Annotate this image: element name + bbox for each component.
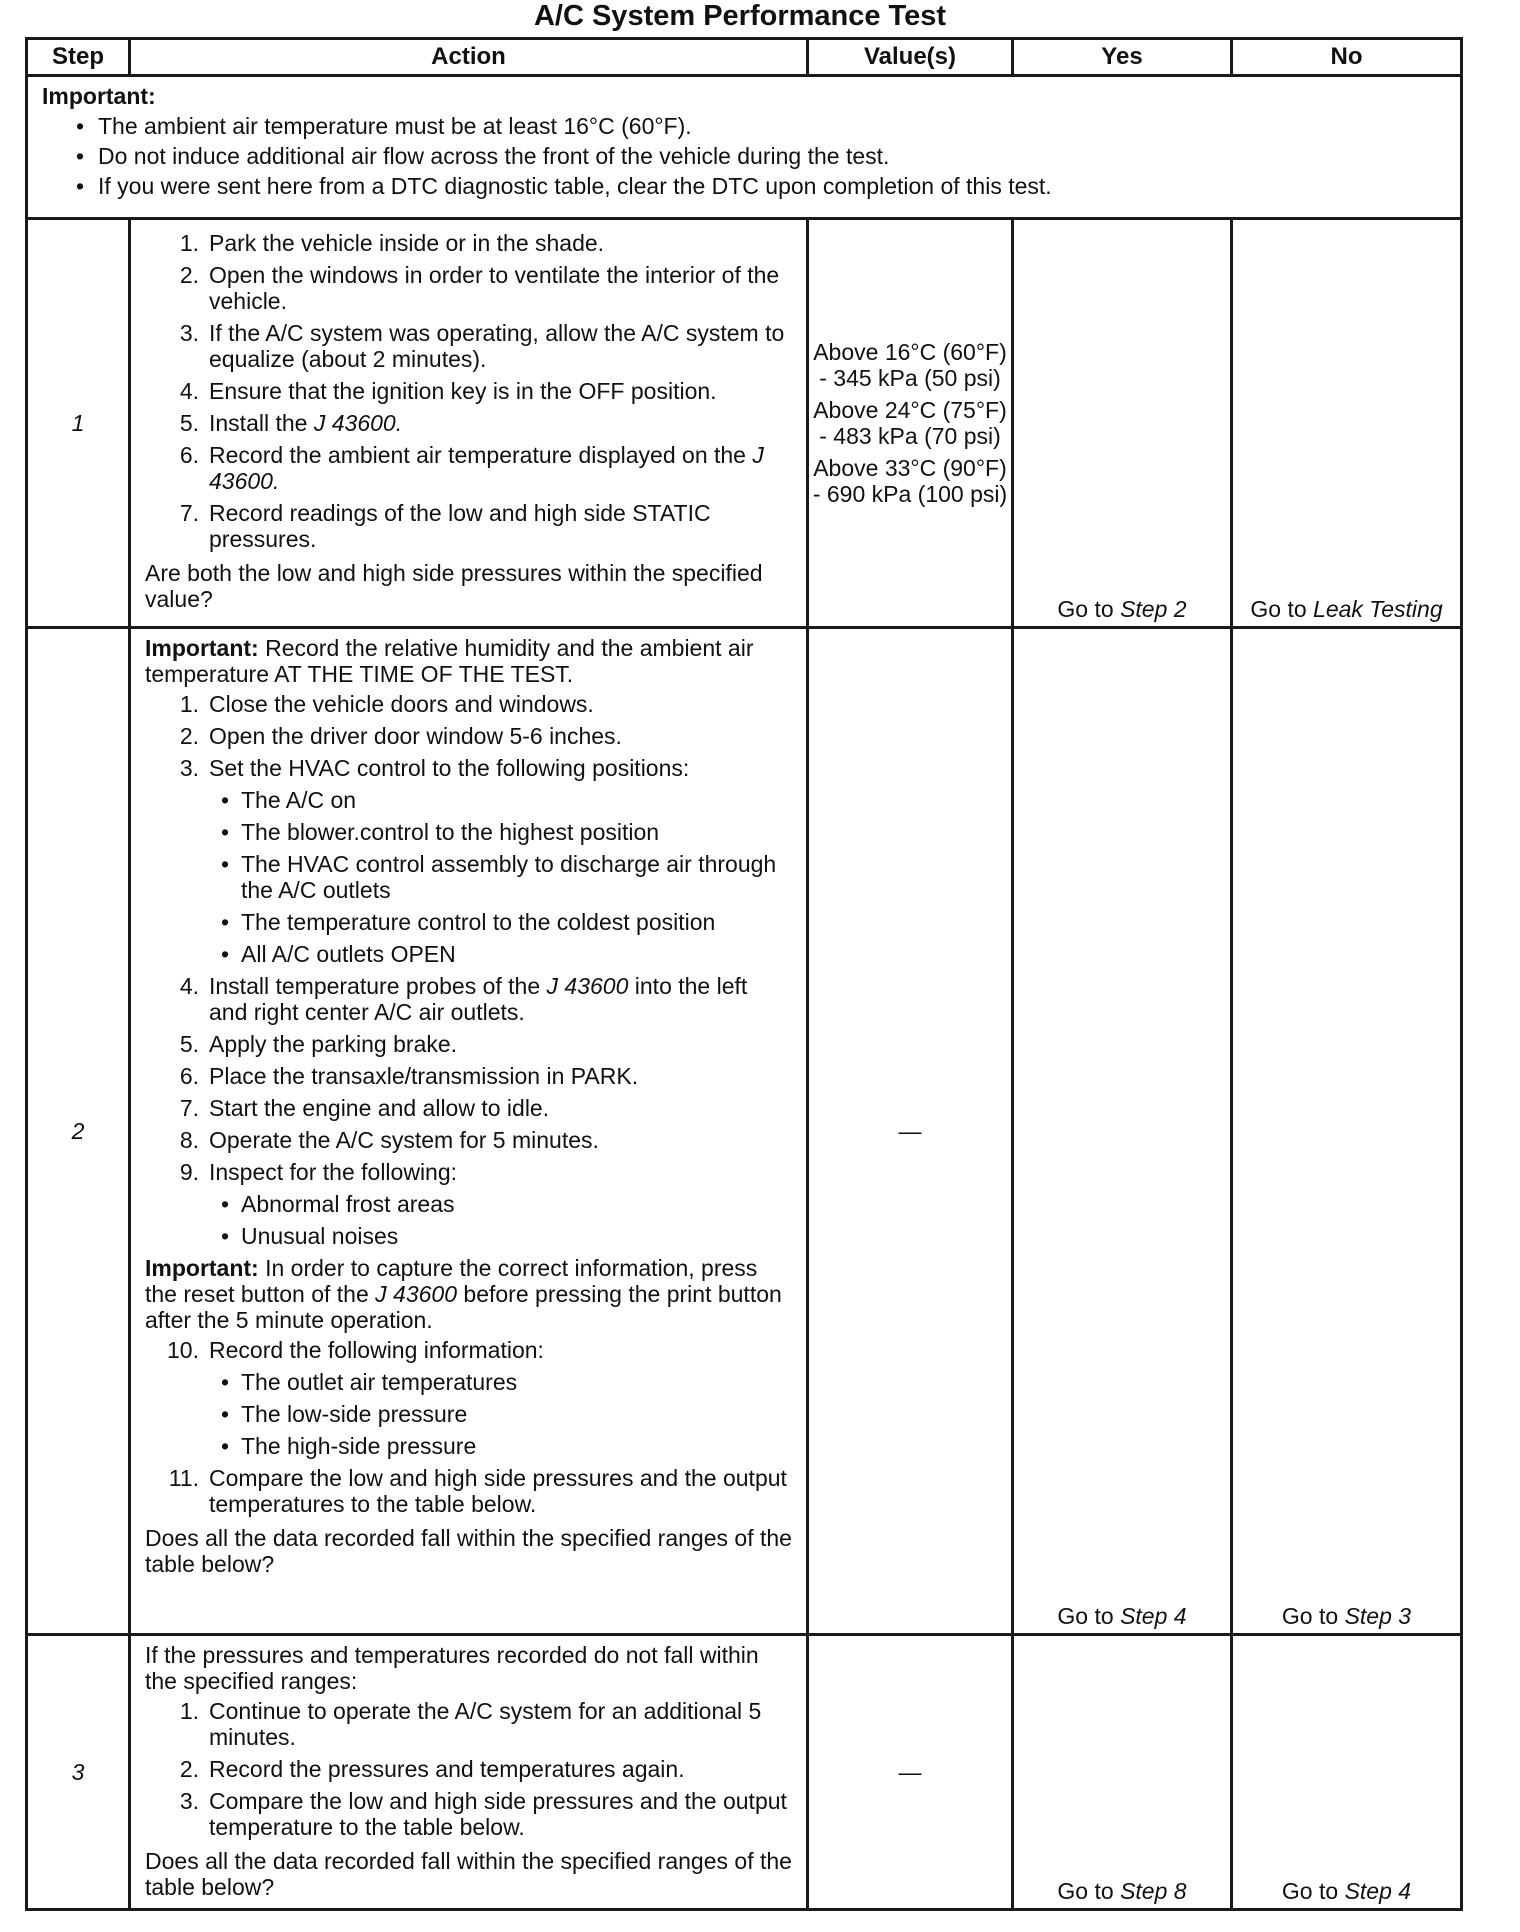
action-subitem: • The A/C on: [221, 787, 357, 813]
action-item: 6. Place the transaxle/transmission in PARK.: [179, 1063, 639, 1089]
header-no: No: [1232, 39, 1462, 76]
step-question: Are both the low and high side pressures within the specified value?: [145, 560, 763, 612]
value-spec: Above 16°C (60°F) - 345 kPa (50 psi): [813, 339, 1007, 391]
important-row: [27, 76, 1462, 219]
action-item: 3. Compare the low and high side pressures and the output temperature to the table below.: [179, 1788, 787, 1840]
page-title: A/C System Performance Test: [533, 0, 947, 32]
step-number: 2: [27, 628, 130, 1635]
step-question: Does all the data recorded fall within the specified ranges of the table below?: [145, 1525, 792, 1577]
bullet-icon: •: [221, 851, 230, 877]
action-subitem: • The outlet air temperatures: [221, 1369, 518, 1395]
step-number: 1: [27, 219, 130, 628]
header-step: Step: [27, 39, 130, 76]
action-item: 11. Compare the low and high side pressures and the output temperatures to the table below.: [168, 1465, 787, 1517]
step-intro: If the pressures and temperatures recorded do not fall within the specified ranges:: [145, 1642, 759, 1694]
action-item: 2. Record the pressures and temperatures again.: [179, 1756, 685, 1782]
go-to-link[interactable]: Step 2: [1120, 596, 1187, 622]
step-values: —: [808, 628, 1013, 1635]
step-action: [130, 628, 808, 1635]
important-label: Important:: [42, 83, 156, 109]
action-item: 7. Start the engine and allow to idle.: [179, 1095, 550, 1121]
important-note: Important: Record the relative humidity and the ambient air temperature AT THE TIME OF THE TEST.: [145, 635, 754, 687]
yes-outcome: Go to Step 8: [1013, 1635, 1232, 1910]
action-subitem: • The temperature control to the coldest position: [221, 909, 716, 935]
action-item: 1. Close the vehicle doors and windows.: [179, 691, 594, 717]
bullet-icon: •: [221, 909, 230, 935]
action-item: 1. Continue to operate the A/C system for an additional 5 minutes.: [179, 1698, 762, 1750]
important-note: Important: In order to capture the correct information, press the reset button of the J 43600 before pressing the print button after the 5 minute operation.: [145, 1255, 782, 1333]
header-row: [27, 39, 1462, 76]
step-row-2: [27, 628, 1462, 1635]
go-to-link[interactable]: Leak Testing: [1313, 596, 1443, 622]
bullet-icon: •: [76, 143, 85, 169]
step-row-3: [27, 1635, 1462, 1910]
bullet-icon: •: [76, 173, 85, 199]
action-item: 3. If the A/C system was operating, allow the A/C system to equalize (about 2 minutes).: [179, 320, 785, 372]
header-action: Action: [130, 39, 808, 76]
action-item: 6. Record the ambient air temperature displayed on the J 43600.: [179, 442, 764, 494]
action-item: 5. Install the J 43600.: [179, 410, 403, 436]
action-subitem: • Unusual noises: [221, 1223, 399, 1249]
header-values: Value(s): [808, 39, 1013, 76]
action-item: 1. Park the vehicle inside or in the shade.: [179, 230, 605, 256]
go-to-link[interactable]: Step 3: [1344, 1603, 1412, 1629]
tool-reference: J 43600: [546, 973, 629, 999]
bullet-icon: •: [221, 1369, 230, 1395]
value-spec: Above 24°C (75°F) - 483 kPa (70 psi): [813, 397, 1007, 449]
bullet-icon: •: [221, 1191, 230, 1217]
no-outcome: Go to Step 3: [1232, 628, 1462, 1635]
header-yes: Yes: [1013, 39, 1232, 76]
step-values: [808, 219, 1013, 628]
action-item: 2. Open the driver door window 5-6 inches.: [179, 723, 622, 749]
action-subitem: • The HVAC control assembly to discharge air through the A/C outlets: [221, 851, 777, 903]
bullet-icon: •: [221, 1223, 230, 1249]
important-bullet: • If you were sent here from a DTC diagnostic table, clear the DTC upon completion of this test.: [76, 173, 1052, 199]
action-item: 4. Install temperature probes of the J 43600 into the left and right center A/C air outlets.: [179, 973, 748, 1025]
procedure-table: [25, 37, 1463, 1911]
go-to-link[interactable]: Step 8: [1120, 1878, 1187, 1904]
action-item: 8. Operate the A/C system for 5 minutes.: [179, 1127, 599, 1153]
tool-reference: J 43600: [375, 1281, 458, 1307]
step-question: Does all the data recorded fall within the specified ranges of the table below?: [145, 1848, 792, 1900]
bullet-icon: •: [221, 787, 230, 813]
go-to-link[interactable]: Step 4: [1344, 1878, 1412, 1904]
action-subitem: • Abnormal frost areas: [221, 1191, 455, 1217]
tool-reference: J 43600.: [313, 410, 403, 436]
yes-outcome: Go to Step 2: [1013, 219, 1232, 628]
action-subitem: • The blower.control to the highest position: [221, 819, 660, 845]
no-outcome: Go to Leak Testing: [1232, 219, 1462, 628]
value-spec: Above 33°C (90°F) - 690 kPa (100 psi): [812, 455, 1008, 507]
action-subitem: • The low-side pressure: [221, 1401, 468, 1427]
step-row-1: [27, 219, 1462, 628]
step-action: [130, 1635, 808, 1910]
step-number: 3: [27, 1635, 130, 1910]
bullet-icon: •: [221, 941, 230, 967]
bullet-icon: •: [221, 1433, 230, 1459]
action-item: 9. Inspect for the following:: [179, 1159, 458, 1185]
step-values: —: [808, 1635, 1013, 1910]
yes-outcome: Go to Step 4: [1013, 628, 1232, 1635]
bullet-icon: •: [76, 113, 85, 139]
action-item: 10. Record the following information:: [167, 1337, 544, 1363]
no-outcome: Go to Step 4: [1232, 1635, 1462, 1910]
bullet-icon: •: [221, 819, 230, 845]
tool-reference: J 43600.: [209, 442, 764, 494]
step-action: [130, 219, 808, 628]
action-item: 2. Open the windows in order to ventilate the interior of the vehicle.: [179, 262, 780, 314]
important-bullet: • The ambient air temperature must be at least 16°C (60°F).: [76, 113, 692, 139]
important-bullet: • Do not induce additional air flow across the front of the vehicle during the test.: [76, 143, 890, 169]
action-item: 4. Ensure that the ignition key is in the OFF position.: [179, 378, 717, 404]
action-subitem: • All A/C outlets OPEN: [221, 941, 456, 967]
action-subitem: • The high-side pressure: [221, 1433, 477, 1459]
action-item: 5. Apply the parking brake.: [179, 1031, 458, 1057]
go-to-link[interactable]: Step 4: [1120, 1603, 1187, 1629]
action-item: 7. Record readings of the low and high side STATIC pressures.: [179, 500, 711, 552]
bullet-icon: •: [221, 1401, 230, 1427]
action-item: 3. Set the HVAC control to the following positions:: [179, 755, 690, 781]
